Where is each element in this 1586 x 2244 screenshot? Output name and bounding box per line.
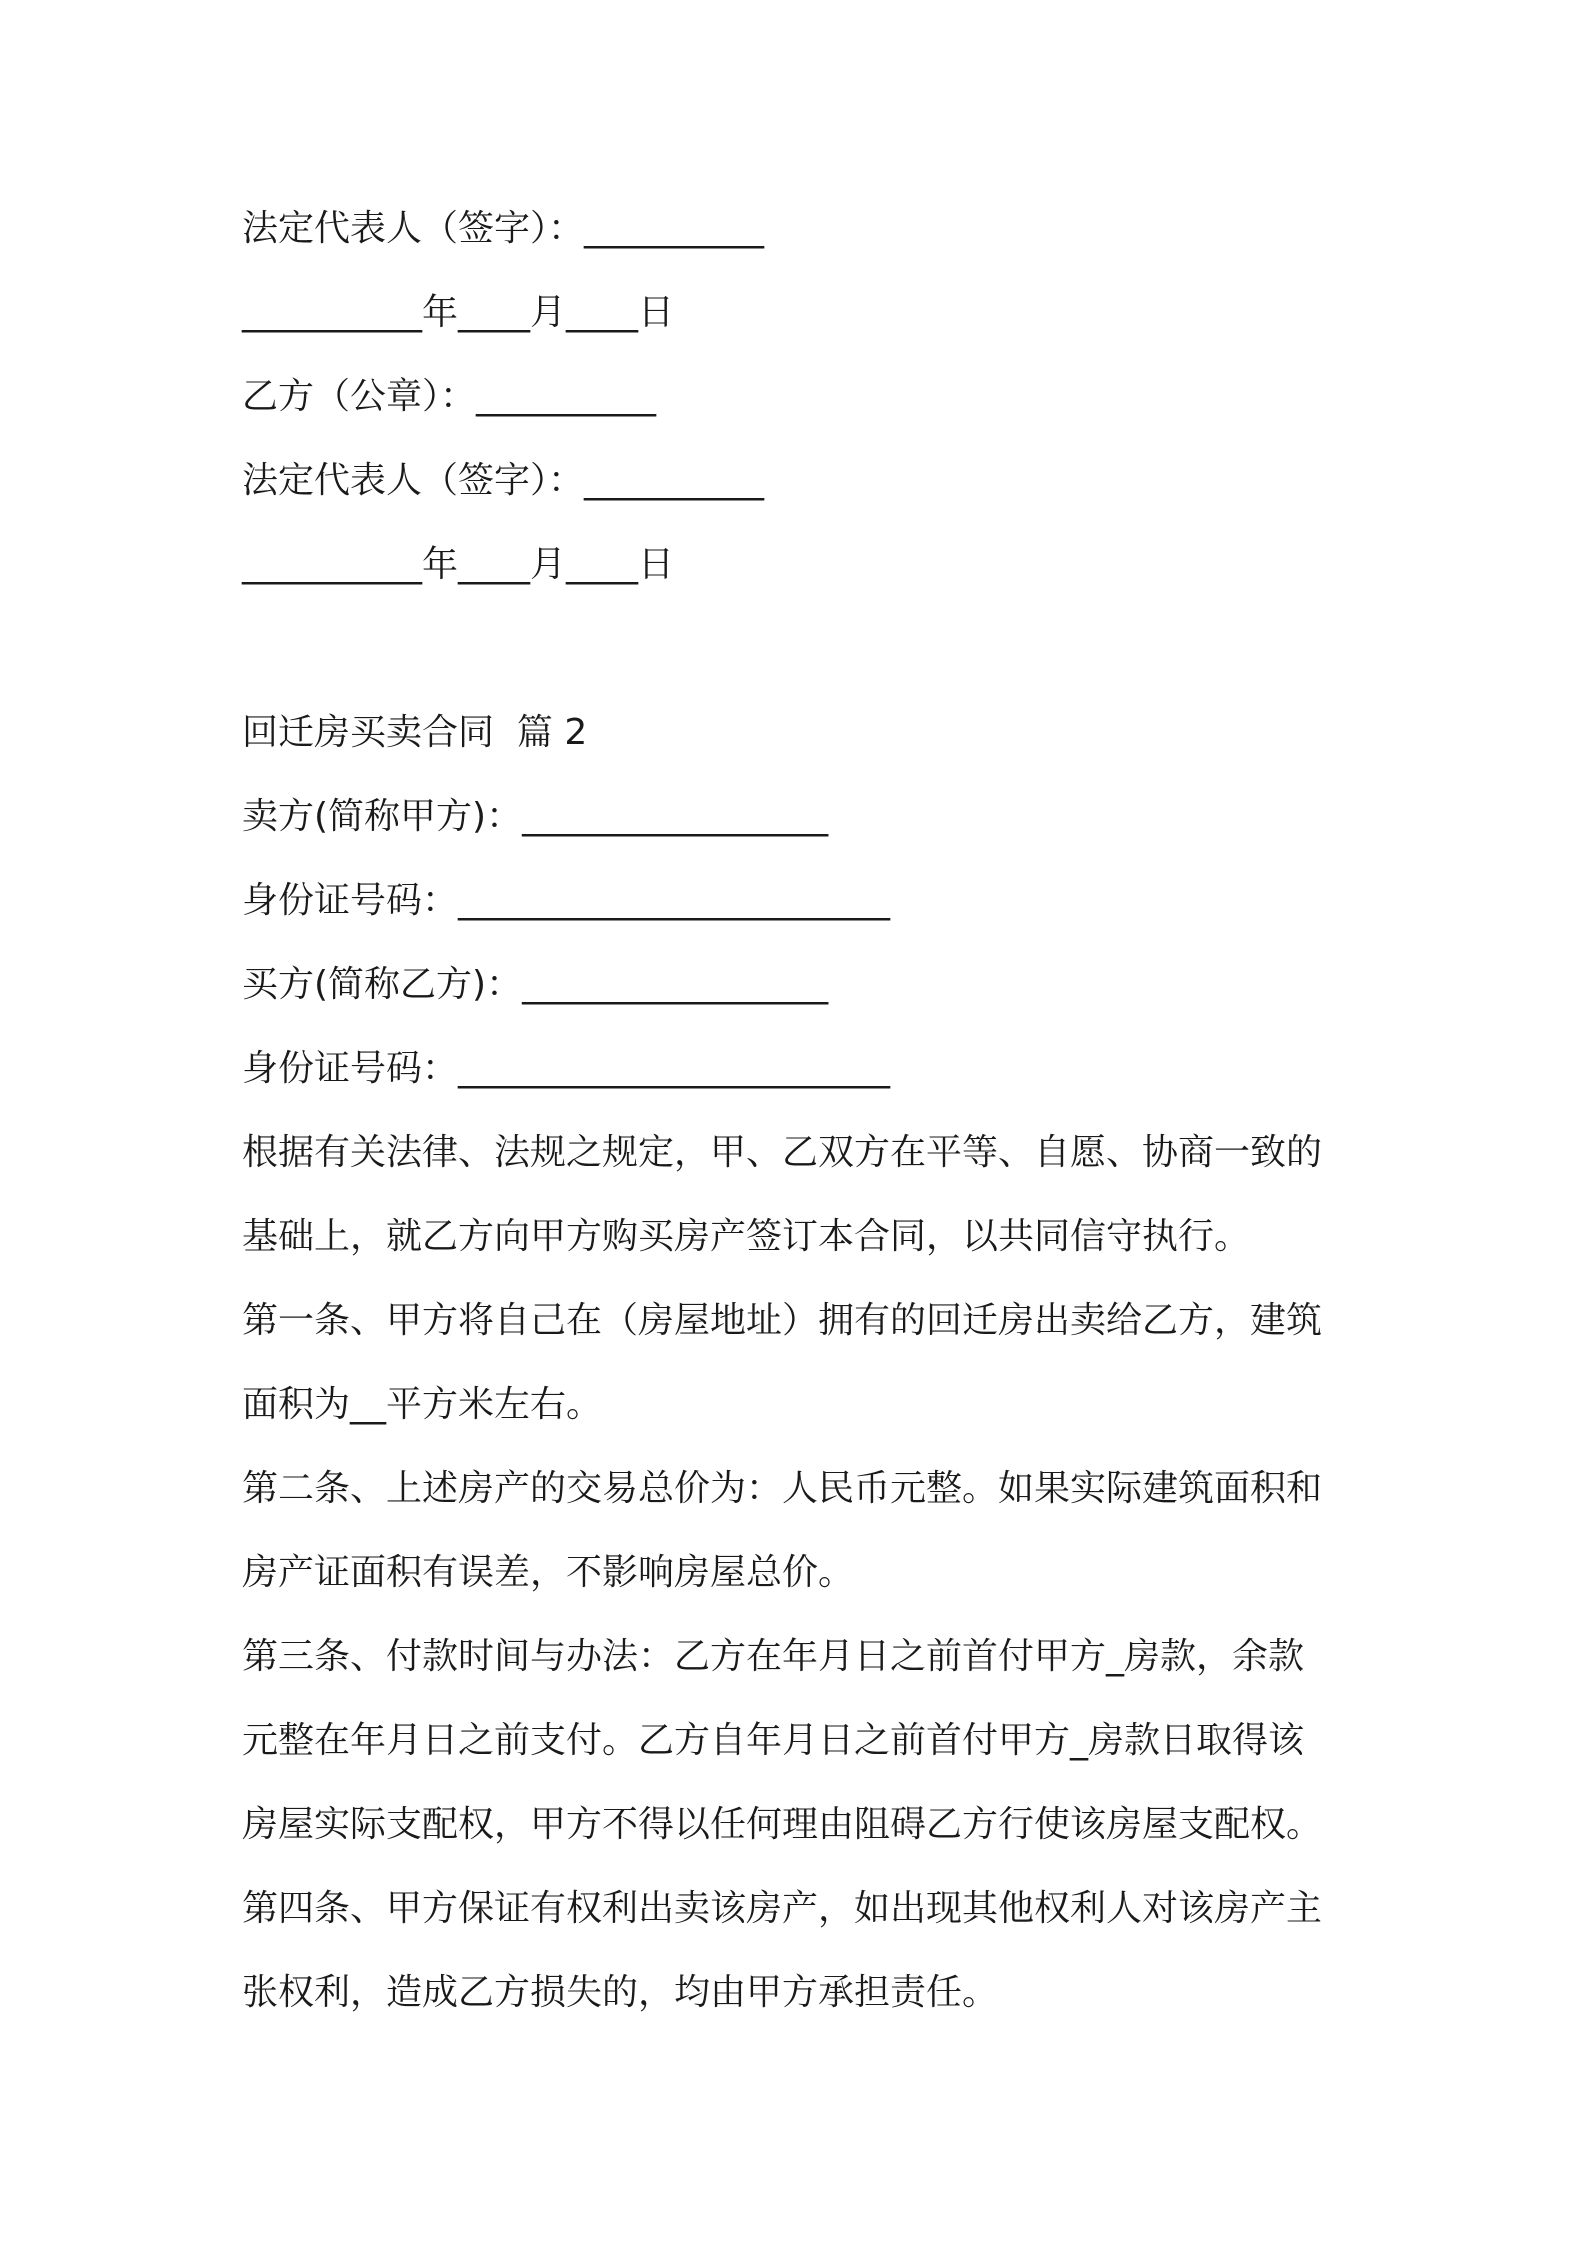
legal-rep-signature-line-1: 法定代表人（签字）：__________ (242, 208, 765, 249)
article-1-line-1: 第一条、甲方将自己在（房屋地址）拥有的回迁房出卖给乙方，建筑 (242, 1300, 1323, 1341)
article-3-line-2: 元整在年月日之前支付。乙方自年月日之前首付甲方_房款日取得该 (242, 1720, 1305, 1761)
preamble-line-2: 基础上，就乙方向甲方购买房产签订本合同，以共同信守执行。 (242, 1216, 1251, 1257)
article-3-line-3: 房屋实际支配权，甲方不得以任何理由阻碍乙方行使该房屋支配权。 (242, 1804, 1323, 1845)
article-2-line-2: 房产证面积有误差，不影响房屋总价。 (242, 1552, 855, 1593)
seller-line: 卖方(简称甲方)：_________________ (242, 796, 829, 837)
party-b-seal-line: 乙方（公章）：__________ (242, 376, 657, 417)
article-1-line-2: 面积为__平方米左右。 (242, 1384, 603, 1425)
buyer-id-line: 身份证号码：________________________ (242, 1048, 891, 1089)
article-4-line-2: 张权利，造成乙方损失的，均由甲方承担责任。 (242, 1972, 999, 2013)
date-line-1: __________年____月____日 (242, 292, 674, 333)
legal-rep-signature-line-2: 法定代表人（签字）：__________ (242, 460, 765, 501)
article-2-line-1: 第二条、上述房产的交易总价为：人民币元整。如果实际建筑面积和 (242, 1468, 1323, 1509)
buyer-line: 买方(简称乙方)：_________________ (242, 964, 829, 1005)
date-line-2: __________年____月____日 (242, 544, 674, 585)
contract-title: 回迁房买卖合同 篇 2 (242, 712, 588, 753)
article-4-line-1: 第四条、甲方保证有权利出卖该房产，如出现其他权利人对该房产主 (242, 1888, 1323, 1929)
article-3-line-1: 第三条、付款时间与办法：乙方在年月日之前首付甲方_房款，余款 (242, 1636, 1305, 1677)
seller-id-line: 身份证号码：________________________ (242, 880, 891, 921)
preamble-line-1: 根据有关法律、法规之规定，甲、乙双方在平等、自愿、协商一致的 (242, 1132, 1323, 1173)
